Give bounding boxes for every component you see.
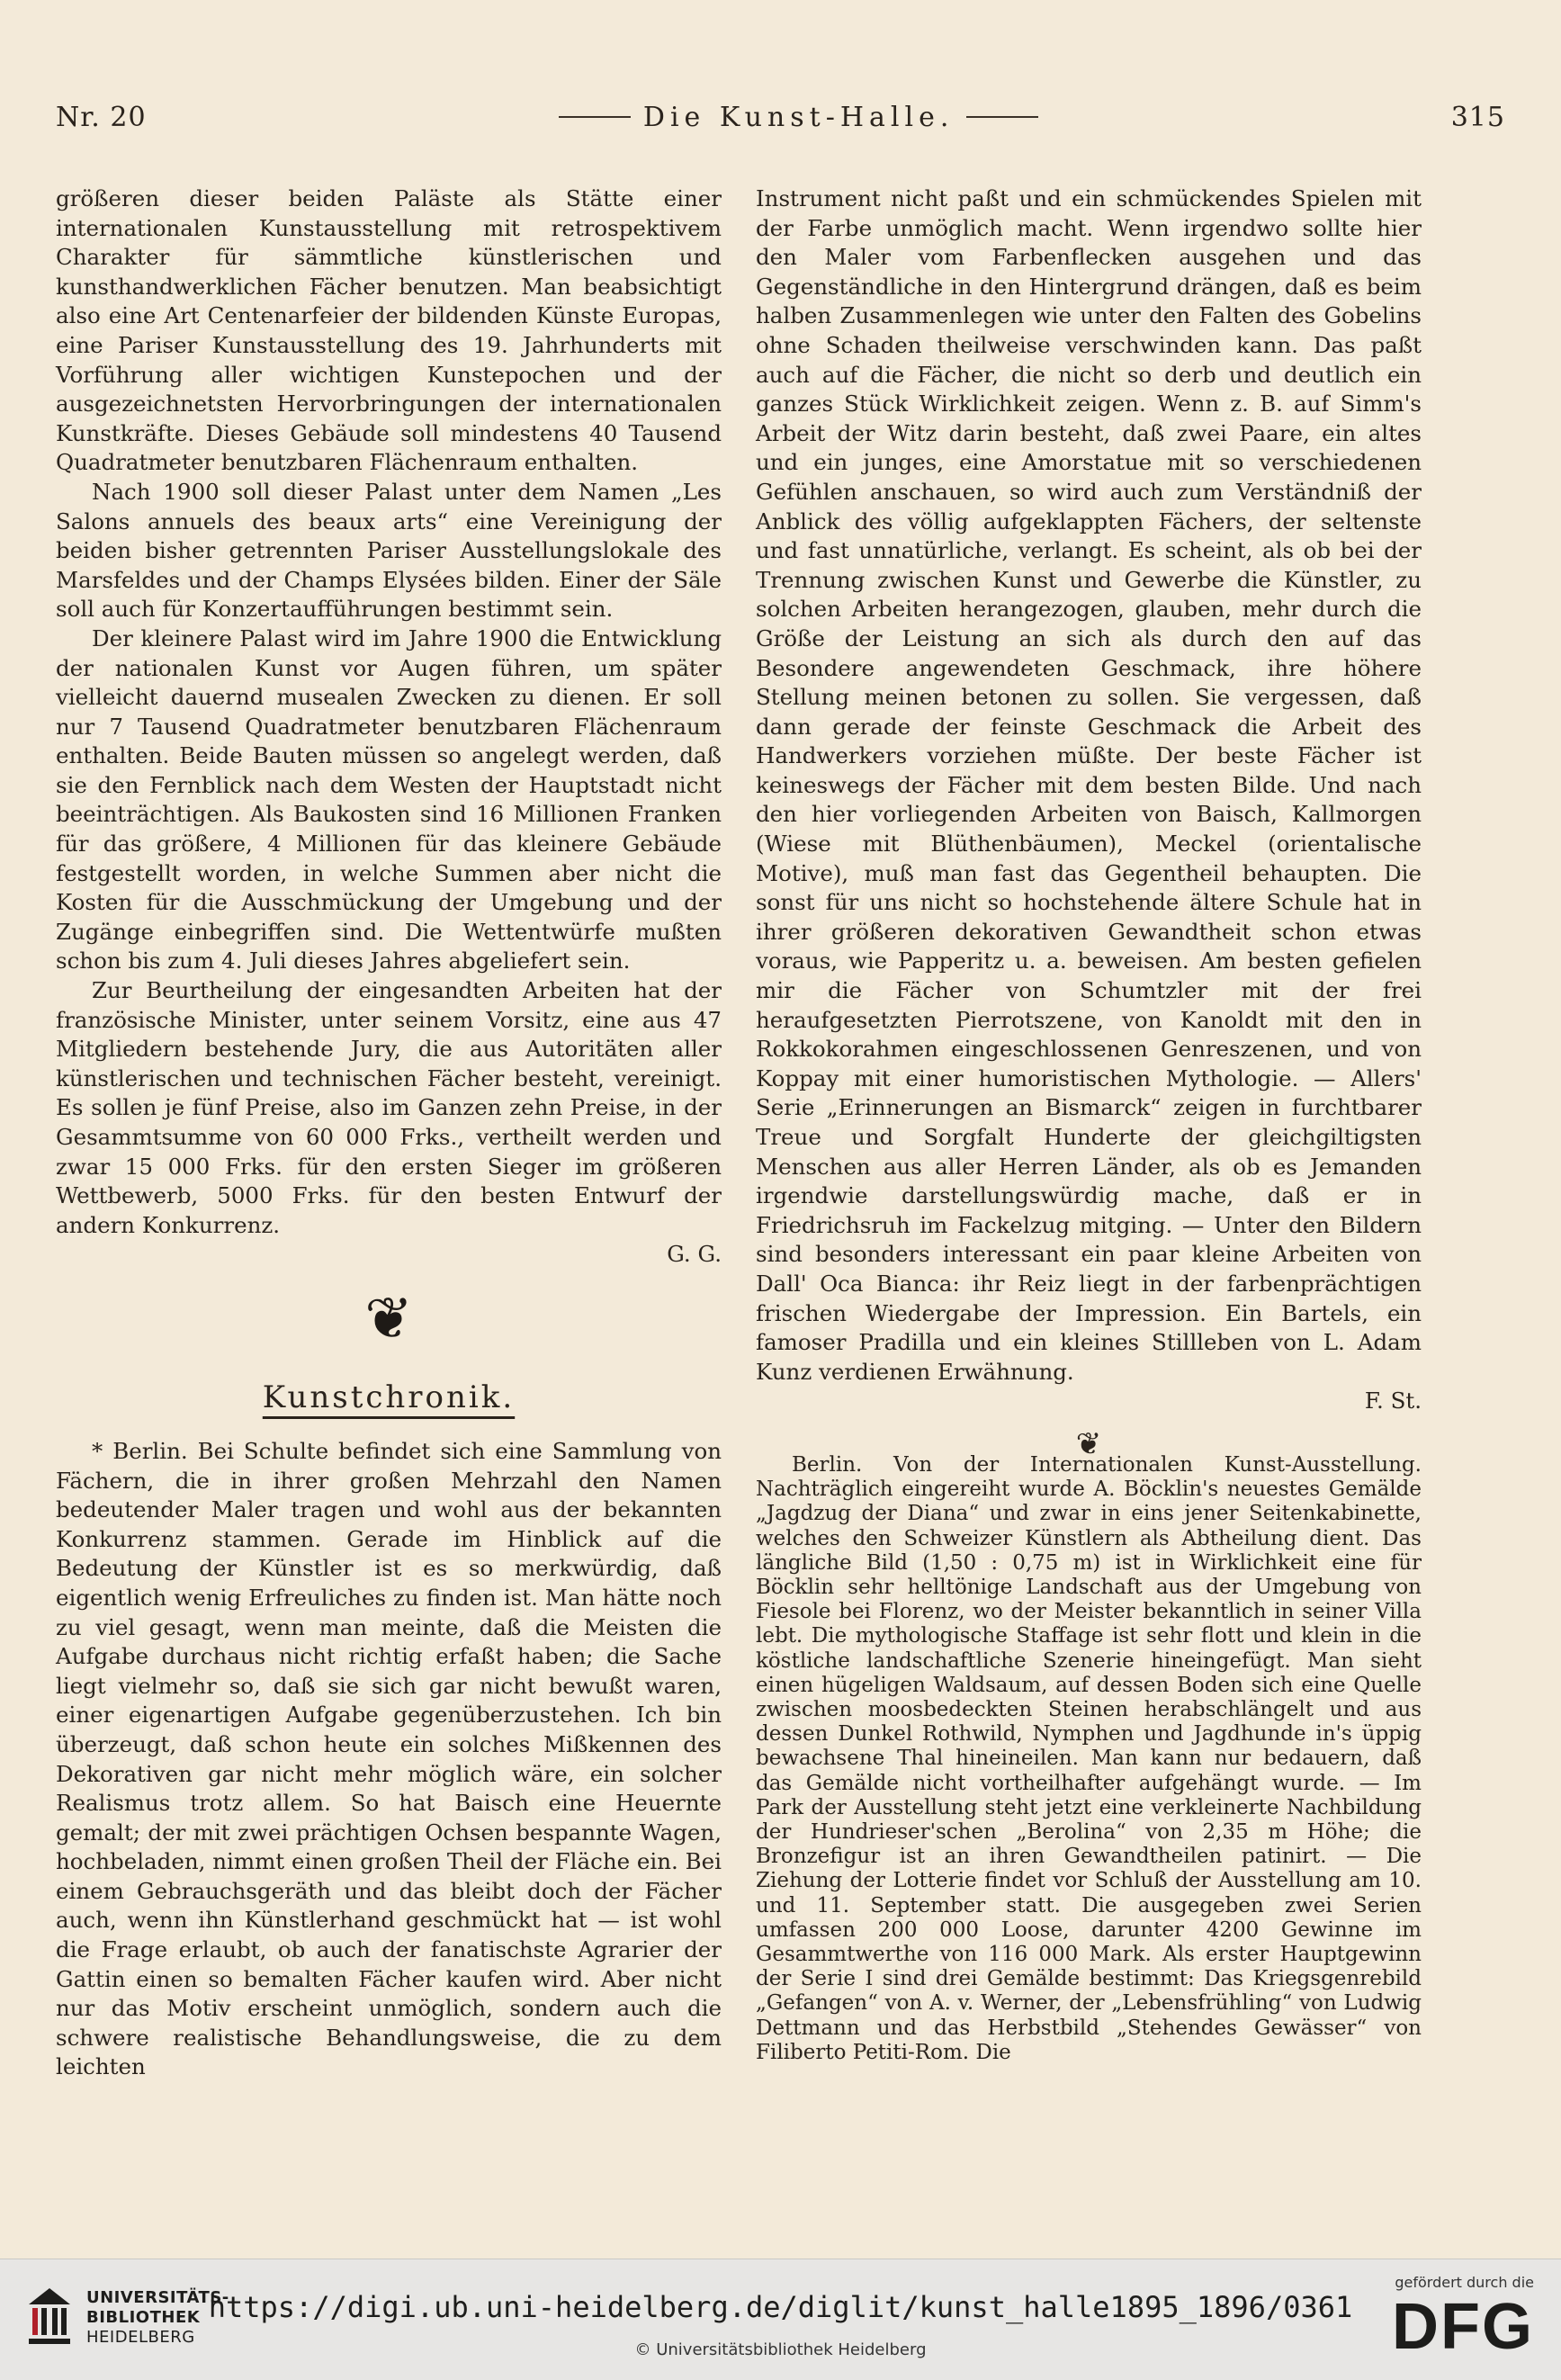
journal-title-line	[559, 102, 1038, 133]
issue-number: Nr. 20	[56, 101, 147, 133]
chronicle-paragraph: * Berlin. Bei Schulte befindet sich eine Sammlung von Fächern, die in ihrer großen Mehrzahl den Namen bedeutender Maler tragen und wohl aus der bekannten Konkurrenz stammen. Gerade im Hinblick auf die Bedeutung der Künstler ist es so merkwürdig, daß eigentlich wenig Erfreuliches zu finden ist. Man hätte noch zu viel gesagt, wenn man meinte, daß die Meisten die Aufgabe durchaus nicht richtig erfaßt haben; die Sache liegt vielmehr so, daß sie sich gar nicht bewußt waren, einer eigenartigen Aufgabe gegenüberzustehen. Ich bin überzeugt, daß schon heute ein solches Mißkennen des Dekorativen gar nicht mehr möglich wäre, ein solcher Realismus trotz allem. So hat Baisch eine Heuernte gemalt; der mit zwei prächtigen Ochsen bespannte Wagen, hochbeladen, nimmt einen großen Theil der Fläche ein. Bei einem Gebrauchsgeräth und das bleibt doch der Fächer auch, wenn ihn Künstlerhand geschmückt hat — ist wohl die Frage erlaubt, ob auch der fanatischste Agrarier der Gattin einen so bemalten Fächer kaufen wird. Aber nicht nur das Motiv erscheint unmöglich, sondern auch die schwere realistische Behandlungsweise, die zu dem leichten	[56, 1437, 722, 2080]
fleuron-icon: ❦	[1075, 1425, 1102, 1462]
chronicle-paragraph: Berlin. Von der Internationalen Kunst-Ausstellung. Nachträglich eingereiht wurde A. Böcklin's neuestes Gemälde „Jagdzug der Diana“ und zwar in eins jener Seitenkabinette, welches den Schweizer Künstlern als Abtheilung dient. Das längliche Bild (1,50 : 0,75 m) ist in Wirklichkeit eine für Böcklin sehr helltönige Landschaft aus der Umgebung von Fiesole bei Florenz, wo der Meister bekanntlich in seiner Villa lebt. Die mythologische Staffage ist sehr flott und klein in die köstliche landschaftliche Szenerie hineingefügt. Man sieht einen hügeligen Waldsaum, auf dessen Boden sich eine Quelle zwischen moosbedeckten Steinen herabschlängelt und aus dessen Dunkel Rothwild, Nymphen und Jagdhunde in's üppig bewachsene Thal hineineilen. Man kann nur bedauern, daß das Gemälde nicht vortheilhafter aufgehängt wurde. — Im Park der Ausstellung steht jetzt eine verkleinerte Nachbildung der Hundrieser'schen „Berolina“ von 2,35 m Höhe; die Bronzefigur ist an ihren Gewandtheilen patinirt. — Die Ziehung der Lotterie findet vor Schluß der Ausstellung am 10. und 11. September statt. Die ausgegeben zwei Serien umfassen 200 000 Loose, darunter 4200 Gewinne im Gesammtwerthe von 116 000 Mark. Als erster Hauptgewinn der Serie I sind drei Gemälde bestimmt: Das Kriegsgenrebild „Gefangen“ von A. v. Werner, der „Lebensfrühling“ von Ludwig Dettmann und das Herbstbild „Stehendes Gewässer“ von Filiberto Petiti-Rom. Die	[756, 1453, 1422, 2064]
article-paragraph: Nach 1900 soll dieser Palast unter dem Namen „Les Salons annuels des beaux arts“ eine Vereinigung der beiden bisher getrennten Pariser Ausstellungslokale des Marsfeldes und der Champs Elysées bilden. Einer der Säle soll auch für Konzertaufführungen bestimmt sein.	[56, 478, 722, 623]
article-paragraph: Instrument nicht paßt und ein schmückendes Spielen mit der Farbe unmöglich macht. Wenn irgendwo sollte hier den Maler vom Farbenflecken ausgehen und das Gegenständliche in den Hintergrund drängen, daß es beim halben Zusammenlegen wie unter den Falten des Gobelins ohne Schaden theilweise verschwinden kann. Das paßt auch auf die Fächer, die nicht so derb und deutlich ein ganzes Stück Wirklichkeit zeigen. Wenn z. B. auf Simm's Arbeit der Witz darin besteht, daß zwei Paare, ein altes und ein junges, eine Amorstatue mit so verschiedenen Gefühlen anschauen, so wird auch zum Verständniß der Anblick des völlig aufgeklappten Fächers, der seltenste und fast unnatürliche, verlangt. Es scheint, als ob bei der Trennung zwischen Kunst und Gewerbe die Künstler, zu solchen Arbeiten herangezogen, glauben, mehr durch die Größe der Leistung an sich als durch den auf das Besondere angewendeten Geschmack, ihre höhere Stellung meinen betonen zu sollen. Sie vergessen, daß dann gerade der feinste Geschmack die Arbeit des Handwerkers vorziehen müßte. Der beste Fächer ist keineswegs der Fächer mit dem besten Bilde. Und nach den hier vorliegenden Arbeiten von Baisch, Kallmorgen (Wiese mit Blüthenbäumen), Meckel (orientalische Motive), muß man fast das Gegentheil behaupten. Die sonst für uns nicht so hochstehende ältere Schule hat in ihrer größeren dekorativen Gewandtheit schon etwas voraus, wie Papperitz u. a. beweisen. Am besten gefielen mir die Fächer von Schumtzler mit der frei heraufgesetzten Pierrotszene, von Kanoldt mit den in Rokkokorahmen eingeschlossenen Genreszenen, und von Koppay mit einer humoristischen Mythologie. — Allers' Serie „Erinnerungen an Bismarck“ zeigen in furchtbarer Treue und Sorgfalt Hunderte der gleichgiltigsten Menschen aus aller Herren Länder, als ob es Jemanden irgendwie darstellungswürdig mache, daß er in Friedrichsruh im Fackelzug mitging. — Unter den Bildern sind besonders interessant ein paar kleine Arbeiten von Dall' Oca Bianca: ihr Reiz liegt in der farbenprächtigen frischen Wiedergabe der Impression. Ein Bartels, ein famoser Pradilla und ein kleines Stillleben von L. Adam Kunz verdienen Erwähnung.	[756, 185, 1422, 1385]
dfg-wordmark: DFG	[1392, 2291, 1534, 2363]
right-rule	[966, 116, 1038, 118]
section-title: Kunstchronik.	[262, 1379, 516, 1415]
right-chronicle-block	[756, 1453, 1422, 2065]
page-number: 315	[1450, 101, 1505, 133]
right-column	[756, 184, 1422, 1479]
running-head	[56, 97, 1505, 137]
left-column	[56, 184, 722, 2082]
article-signature: G. G.	[667, 1241, 722, 1268]
institution-name: UNIVERSITÄTS- BIBLIOTHEK HEIDELBERG	[86, 2288, 229, 2347]
viewer-footer	[0, 2259, 1561, 2380]
article-paragraph: Zur Beurtheilung der eingesandten Arbeiten hat der französische Minister, unter seinem Vorsitz, eine aus 47 Mitgliedern bestehende Jury, die aus Autoritäten aller künstlerischen und technischen Fächer besteht, vereinigt. Es sollen je fünf Preise, also im Ganzen zehn Preise, in der Gesammtsumme von 60 000 Frks., vertheilt werden und zwar 15 000 Frks. für den ersten Sieger im größeren Wettbewerb, 5000 Frks. für den besten Entwurf der andern Konkurrenz.	[56, 977, 722, 1238]
left-rule	[559, 116, 631, 118]
copyright-notice: © Universitätsbibliothek Heidelberg	[634, 2340, 927, 2359]
cherub-ornament-icon: ❦	[364, 1285, 413, 1352]
funding-label: gefördert durch die	[1395, 2274, 1534, 2291]
dfg-logo[interactable]	[1392, 2274, 1534, 2363]
article-paragraph: Der kleinere Palast wird im Jahre 1900 die Entwicklung der nationalen Kunst vor Augen führen, um später vielleicht dauernd musealen Zwecken zu dienen. Er soll nur 7 Tausend Quadratmeter benutzbaren Flächenraum enthalten. Beide Bauten müssen so angelegt werden, daß sie den Fernblick nach dem Westen der Hauptstadt nicht beeinträchtigen. Als Baukosten sind 16 Millionen Franken für das größere, 4 Millionen für das kleinere Gebäude festgestellt worden, in welche Summen aber nicht die Kosten für die Ausschmückung der Umgebung und der Zugänge einbegriffen sind. Die Wettentwürfe mußten schon bis zum 4. Juli dieses Jahres abgeliefert sein.	[56, 624, 722, 974]
permalink-url[interactable]: https://digi.ub.uni-heidelberg.de/diglit/kunst_halle1895_1896/0361	[208, 2290, 1353, 2324]
journal-title: Die Kunst-Halle.	[642, 101, 955, 133]
article-signature: F. St.	[1364, 1388, 1422, 1415]
article-paragraph: größeren dieser beiden Paläste als Stätte einer internationalen Kunstausstellung mit retrospektivem Charakter für sämmtliche künstlerischen und kunsthandwerklichen Fächer benutzen. Man beabsichtigt also eine Art Centenarfeier der bildenden Künste Europas, eine Pariser Kunstausstellung des 19. Jahrhunderts mit Vorführung aller wichtigen Kunstepochen und der ausgezeichnetsten Hervorbringungen der internationalen Kunstkräfte. Dieses Gebäude soll mindestens 40 Tausend Quadratmeter benutzbaren Flächenraum enthalten.	[56, 185, 722, 476]
